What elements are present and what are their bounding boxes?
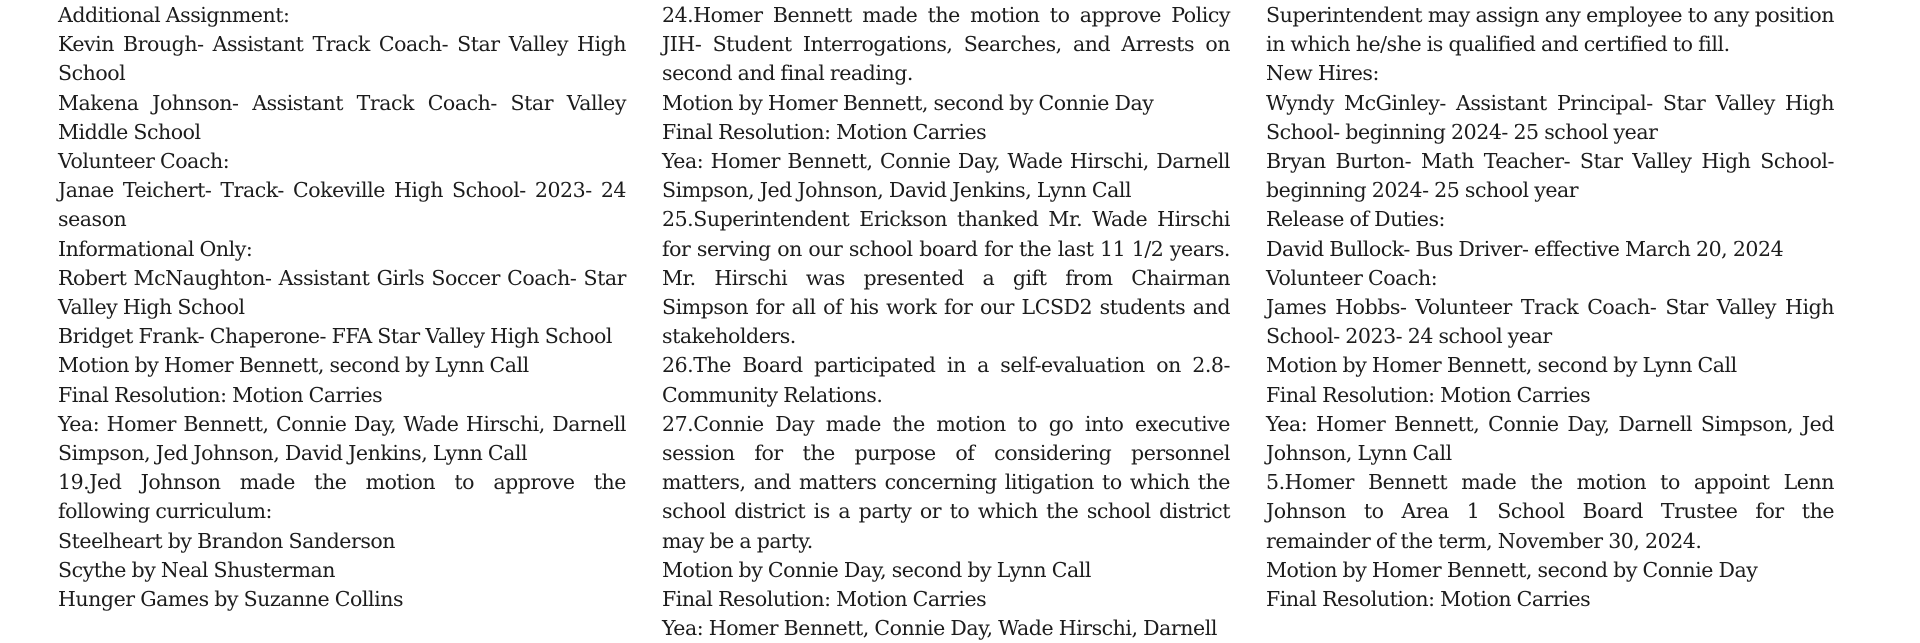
motion-line: Motion by Homer Bennett, second by Lynn Call [1266,353,1737,378]
agenda-item-25: 25.Superintendent Erickson thanked Mr. Wade Hirschi for serving on our school board for the last 11 1/2 years. Mr. Hirschi was presented a gift from Chairman Simpson for all of his work for our LCSD2 students and stakeholders. [662,207,1230,349]
curriculum-entry: Hunger Games by Suzanne Collins [58,587,404,612]
heading-volunteer-coach: Volunteer Coach: [1266,265,1438,290]
vote-line: Yea: Homer Bennett, Connie Day, Wade Hirschi, Darnell Simpson, Jed Johnson, David Jenkins, Lynn Call [662,149,1230,203]
vote-line: Yea: Homer Bennett, Connie Day, Wade Hirschi, Darnell Simpson, Jed Johnson, David Jenkins, Lynn Call [58,411,626,466]
resolution-line: Final Resolution: Motion Carries [662,119,987,144]
vote-line: Yea: Homer Bennett, Connie Day, Wade Hirschi, Darnell [662,616,1217,641]
resolution-line: Final Resolution: Motion Carries [58,382,383,407]
heading-new-hires: New Hires: [1266,61,1379,86]
column-right [1266,1,1834,614]
resolution-line: Final Resolution: Motion Carries [1266,587,1591,612]
policy-text: Superintendent may assign any employee to any position in which he/she is qualified and certified to fill. [1266,3,1834,57]
heading-informational-only: Informational Only: [58,236,253,261]
agenda-item-19: 19.Jed Johnson made the motion to approve the following curriculum: [58,470,626,524]
motion-line: Motion by Homer Bennett, second by Lynn Call [58,353,529,378]
agenda-item-26: 26.The Board participated in a self-evaluation on 2.8- Community Relations. [662,353,1230,407]
agenda-item-27: 27.Connie Day made the motion to go into executive session for the purpose of considering personnel matters, and matters concerning litigation to which the school district is a party or to which the school district may be a party. [662,411,1230,553]
personnel-entry: David Bullock- Bus Driver- effective March 20, 2024 [1266,236,1784,261]
curriculum-entry: Scythe by Neal Shusterman [58,557,336,582]
heading-release-of-duties: Release of Duties: [1266,207,1445,232]
personnel-entry: Bryan Burton- Math Teacher- Star Valley High School- beginning 2024- 25 school year [1266,149,1834,203]
personnel-entry: Bridget Frank- Chaperone- FFA Star Valley High School [58,324,612,349]
curriculum-entry: Steelheart by Brandon Sanderson [58,528,396,553]
personnel-entry: Janae Teichert- Track- Cokeville High School- 2023- 24 season [58,178,626,232]
agenda-item-24: 24.Homer Bennett made the motion to approve Policy JIH- Student Interrogations, Searches, and Arrests on second and final reading. [662,3,1230,86]
personnel-entry: Robert McNaughton- Assistant Girls Soccer Coach- Star Valley High School [58,265,626,320]
motion-line: Motion by Homer Bennett, second by Connie Day [662,90,1154,115]
motion-line: Motion by Homer Bennett, second by Connie Day [1266,557,1758,582]
resolution-line: Final Resolution: Motion Carries [1266,382,1591,407]
column-left [58,1,626,614]
heading-volunteer-coach: Volunteer Coach: [58,149,230,174]
personnel-entry: James Hobbs- Volunteer Track Coach- Star Valley High School- 2023- 24 school year [1266,295,1834,349]
personnel-entry: Makena Johnson- Assistant Track Coach- Star Valley Middle School [58,90,626,144]
resolution-line: Final Resolution: Motion Carries [662,587,987,612]
column-middle [662,1,1230,643]
vote-line: Yea: Homer Bennett, Connie Day, Darnell Simpson, Jed Johnson, Lynn Call [1266,411,1834,466]
personnel-entry: Wyndy McGinley- Assistant Principal- Star Valley High School- beginning 2024- 25 school year [1266,90,1834,144]
agenda-item-5: 5.Homer Bennett made the motion to appoint Lenn Johnson to Area 1 School Board Trustee for the remainder of the term, November 30, 2024. [1266,470,1834,553]
motion-line: Motion by Connie Day, second by Lynn Call [662,557,1091,582]
personnel-entry: Kevin Brough- Assistant Track Coach- Star Valley High School [58,32,626,86]
heading-additional-assignment: Additional Assignment: [58,3,290,27]
